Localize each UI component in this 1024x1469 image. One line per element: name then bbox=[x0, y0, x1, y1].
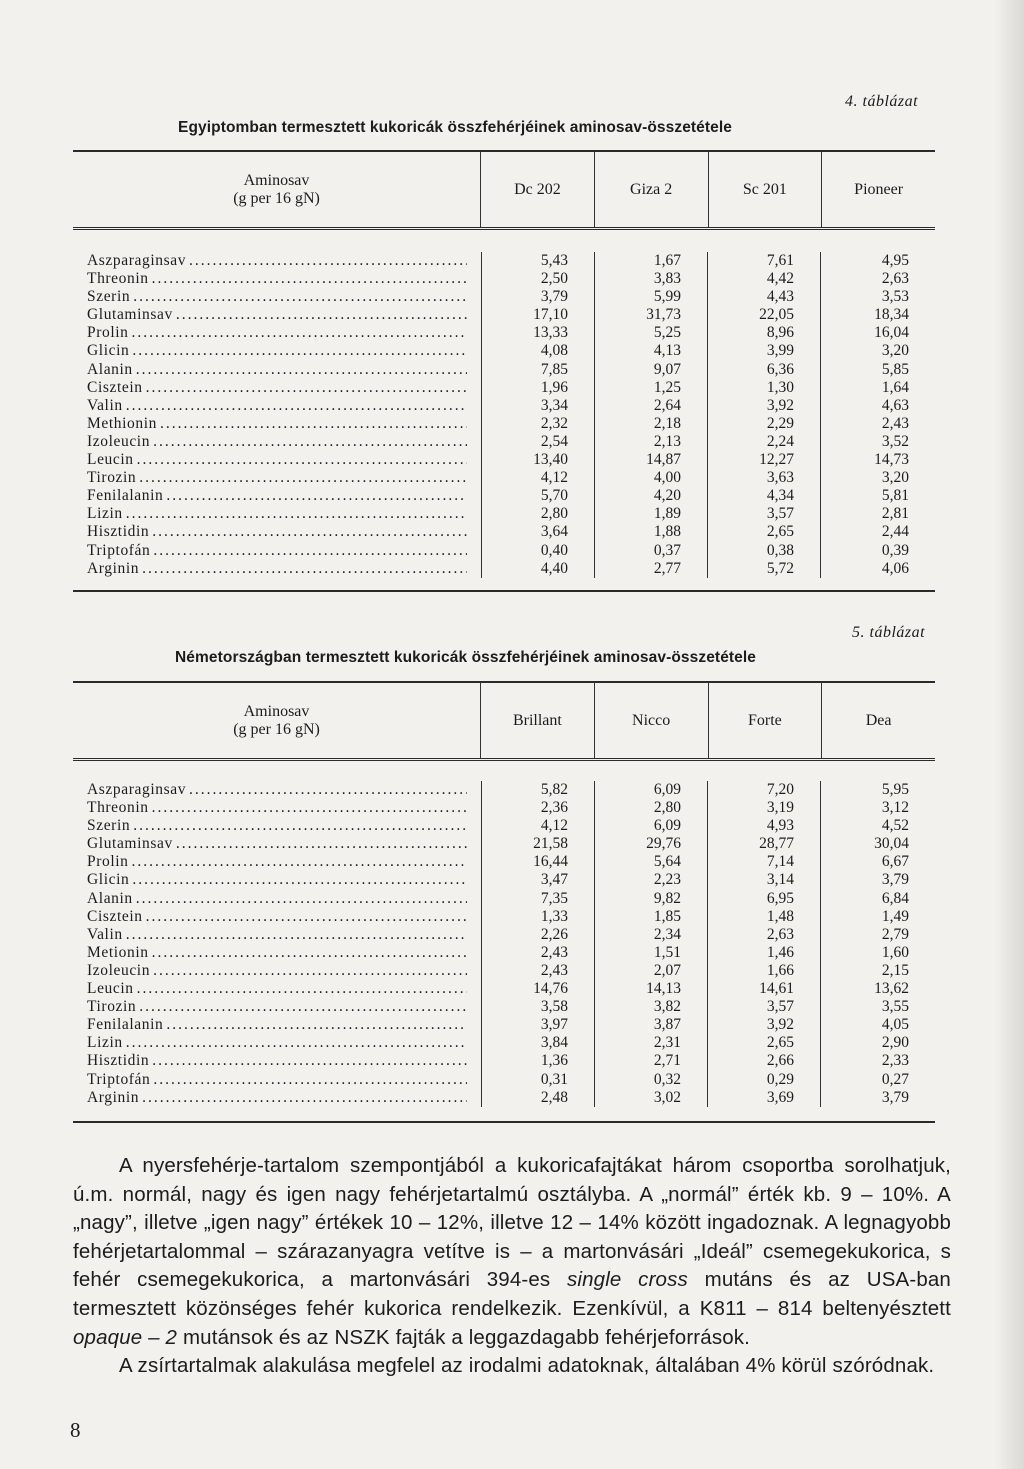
value-cell: 5,99 bbox=[653, 288, 681, 306]
leader-dots bbox=[176, 306, 467, 324]
value-cell: 2,29 bbox=[766, 414, 794, 432]
amino-acid-label: Szerin bbox=[87, 288, 131, 306]
table5-caption: Németországban termesztett kukoricák összfehérjéinek aminosav-összetétele bbox=[175, 649, 757, 666]
leader-dots bbox=[152, 1052, 467, 1070]
value-cell: 2,07 bbox=[653, 961, 681, 979]
value-cell: 0,31 bbox=[540, 1070, 568, 1088]
amino-acid-label: Aszparaginsav bbox=[87, 781, 187, 798]
amino-acid-name bbox=[87, 433, 481, 451]
value-cell: 16,04 bbox=[874, 324, 909, 342]
amino-acid-label: Arginin bbox=[87, 1088, 140, 1106]
value-cell: 3,55 bbox=[881, 998, 909, 1016]
amino-acid-label: Szerin bbox=[87, 817, 131, 835]
leader-dots bbox=[166, 1016, 467, 1034]
value-cell: 0,39 bbox=[881, 541, 909, 559]
table5-col4 bbox=[820, 781, 933, 1107]
value-cell: 22,05 bbox=[759, 306, 794, 324]
table5-col2 bbox=[594, 781, 707, 1107]
value-cell: 1,33 bbox=[540, 907, 568, 925]
value-cell: 1,85 bbox=[653, 907, 681, 925]
value-cell: 2,81 bbox=[881, 505, 909, 523]
paragraph-1-part-c: mutánsok és az NSZK fajták a leggazdagabb fehérjeforrások. bbox=[177, 1325, 751, 1349]
value-cell: 5,43 bbox=[540, 252, 568, 269]
table5-header-col4: Dea bbox=[821, 683, 935, 758]
amino-acid-label: Glutaminsav bbox=[87, 835, 173, 853]
amino-acid-label: Metionin bbox=[87, 943, 149, 961]
value-cell: 7,35 bbox=[540, 889, 568, 907]
amino-acid-label: Cisztein bbox=[87, 378, 143, 396]
amino-acid-name bbox=[87, 451, 481, 469]
amino-acid-label: Cisztein bbox=[87, 907, 143, 925]
amino-acid-name bbox=[87, 361, 481, 379]
table4-header-col4: Pioneer bbox=[821, 152, 935, 227]
table4 bbox=[73, 150, 935, 592]
leader-dots bbox=[139, 998, 467, 1016]
leader-dots bbox=[132, 871, 467, 889]
paragraph-2: A zsírtartalmak alakulása megfelel az irodalmi adatoknak, általában 4% körül szóródnak. bbox=[119, 1354, 935, 1378]
amino-acid-label: Alanin bbox=[87, 360, 133, 378]
value-cell: 17,10 bbox=[533, 306, 568, 324]
value-cell: 21,58 bbox=[533, 835, 568, 853]
amino-acid-name bbox=[87, 397, 481, 415]
value-cell: 2,48 bbox=[540, 1088, 568, 1106]
page-number: 8 bbox=[70, 1418, 81, 1442]
value-cell: 28,77 bbox=[759, 835, 794, 853]
value-cell: 5,64 bbox=[653, 853, 681, 871]
amino-acid-name bbox=[87, 998, 481, 1016]
leader-dots bbox=[153, 1071, 467, 1089]
amino-acid-name bbox=[87, 487, 481, 505]
table5-header-col1: Brillant bbox=[480, 683, 594, 758]
value-cell: 7,20 bbox=[766, 781, 794, 798]
table5-names-column bbox=[73, 781, 481, 1107]
value-cell: 3,87 bbox=[653, 1016, 681, 1034]
amino-acid-name bbox=[87, 523, 481, 541]
amino-acid-label: Alanin bbox=[87, 889, 133, 907]
value-cell: 1,60 bbox=[881, 943, 909, 961]
value-cell: 4,40 bbox=[540, 559, 568, 577]
paragraph-1 bbox=[73, 1152, 951, 1352]
value-cell: 4,52 bbox=[881, 817, 909, 835]
leader-dots bbox=[146, 379, 467, 397]
value-cell: 4,06 bbox=[881, 559, 909, 577]
table4-caption: Egyiptomban termesztett kukoricák összfehérjéinek aminosav-összetétele bbox=[178, 119, 733, 136]
value-cell: 6,84 bbox=[881, 889, 909, 907]
leader-dots bbox=[136, 361, 467, 379]
amino-acid-label: Arginin bbox=[87, 559, 140, 577]
value-cell: 2,43 bbox=[881, 414, 909, 432]
amino-acid-label: Hisztidin bbox=[87, 1052, 150, 1070]
value-cell: 6,95 bbox=[766, 889, 794, 907]
value-cell: 3,57 bbox=[766, 505, 794, 523]
amino-acid-label: Prolin bbox=[87, 853, 129, 871]
leader-dots bbox=[146, 908, 467, 926]
amino-acid-name bbox=[87, 926, 481, 944]
value-cell: 3,53 bbox=[881, 288, 909, 306]
leader-dots bbox=[142, 1089, 467, 1107]
amino-acid-label: Izoleucin bbox=[87, 432, 151, 450]
table4-names-column bbox=[73, 252, 481, 578]
value-cell: 2,64 bbox=[653, 396, 681, 414]
value-cell: 3,20 bbox=[881, 469, 909, 487]
value-cell: 5,70 bbox=[540, 487, 568, 505]
amino-acid-name bbox=[87, 890, 481, 908]
leader-dots bbox=[133, 288, 467, 306]
amino-acid-label: Glutaminsav bbox=[87, 306, 173, 324]
leader-dots bbox=[152, 270, 467, 288]
header-line2: (g per 16 gN) bbox=[233, 189, 320, 207]
amino-acid-name bbox=[87, 505, 481, 523]
header-line1: Aminosav bbox=[243, 702, 310, 720]
table4-header bbox=[73, 152, 935, 230]
value-cell: 1,46 bbox=[766, 943, 794, 961]
leader-dots bbox=[137, 451, 467, 469]
amino-acid-name bbox=[87, 1016, 481, 1034]
value-cell: 2,31 bbox=[653, 1034, 681, 1052]
value-cell: 4,20 bbox=[653, 487, 681, 505]
body-text bbox=[73, 1152, 951, 1381]
value-cell: 6,09 bbox=[653, 781, 681, 798]
value-cell: 1,30 bbox=[766, 378, 794, 396]
value-cell: 4,13 bbox=[653, 342, 681, 360]
value-cell: 1,36 bbox=[540, 1052, 568, 1070]
table5-header bbox=[73, 683, 935, 761]
value-cell: 2,50 bbox=[540, 270, 568, 288]
leader-dots bbox=[152, 523, 467, 541]
amino-acid-label: Glicin bbox=[87, 871, 130, 889]
value-cell: 3,02 bbox=[653, 1088, 681, 1106]
value-cell: 3,83 bbox=[653, 270, 681, 288]
leader-dots bbox=[189, 781, 467, 799]
value-cell: 3,57 bbox=[766, 998, 794, 1016]
value-cell: 13,40 bbox=[533, 451, 568, 469]
value-cell: 3,58 bbox=[540, 998, 568, 1016]
amino-acid-name bbox=[87, 799, 481, 817]
amino-acid-name bbox=[87, 1071, 481, 1089]
amino-acid-label: Prolin bbox=[87, 324, 129, 342]
amino-acid-name bbox=[87, 908, 481, 926]
value-cell: 7,85 bbox=[540, 360, 568, 378]
amino-acid-label: Tirozin bbox=[87, 469, 137, 487]
amino-acid-label: Triptofán bbox=[87, 541, 151, 559]
amino-acid-name bbox=[87, 379, 481, 397]
value-cell: 1,89 bbox=[653, 505, 681, 523]
value-cell: 3,79 bbox=[881, 871, 909, 889]
value-cell: 3,12 bbox=[881, 799, 909, 817]
table4-label: 4. táblázat bbox=[845, 93, 919, 110]
value-cell: 14,13 bbox=[646, 980, 681, 998]
header-line2: (g per 16 gN) bbox=[233, 720, 320, 738]
value-cell: 2,24 bbox=[766, 432, 794, 450]
table4-header-aminosav bbox=[73, 152, 480, 227]
value-cell: 1,49 bbox=[881, 907, 909, 925]
value-cell: 2,71 bbox=[653, 1052, 681, 1070]
leader-dots bbox=[176, 835, 467, 853]
value-cell: 4,93 bbox=[766, 817, 794, 835]
value-cell: 2,79 bbox=[881, 925, 909, 943]
value-cell: 4,12 bbox=[540, 469, 568, 487]
value-cell: 3,92 bbox=[766, 1016, 794, 1034]
value-cell: 2,33 bbox=[881, 1052, 909, 1070]
amino-acid-name bbox=[87, 1089, 481, 1107]
table4-body bbox=[73, 230, 935, 590]
leader-dots bbox=[189, 252, 467, 270]
value-cell: 1,64 bbox=[881, 378, 909, 396]
amino-acid-label: Threonin bbox=[87, 270, 149, 288]
value-cell: 2,13 bbox=[653, 432, 681, 450]
value-cell: 2,43 bbox=[540, 943, 568, 961]
value-cell: 5,82 bbox=[540, 781, 568, 798]
value-cell: 5,25 bbox=[653, 324, 681, 342]
leader-dots bbox=[126, 397, 467, 415]
value-cell: 9,07 bbox=[653, 360, 681, 378]
value-cell: 4,95 bbox=[881, 252, 909, 269]
leader-dots bbox=[160, 415, 467, 433]
value-cell: 18,34 bbox=[874, 306, 909, 324]
amino-acid-label: Fenilalanin bbox=[87, 487, 164, 505]
value-cell: 1,51 bbox=[653, 943, 681, 961]
amino-acid-name bbox=[87, 1052, 481, 1070]
value-cell: 3,79 bbox=[540, 288, 568, 306]
value-cell: 3,47 bbox=[540, 871, 568, 889]
amino-acid-label: Izoleucin bbox=[87, 961, 151, 979]
table4-col3 bbox=[707, 252, 820, 578]
leader-dots bbox=[126, 1034, 467, 1052]
value-cell: 2,15 bbox=[881, 961, 909, 979]
amino-acid-name bbox=[87, 270, 481, 288]
value-cell: 2,66 bbox=[766, 1052, 794, 1070]
paragraph-1-italic-single-cross: single cross bbox=[567, 1268, 688, 1292]
value-cell: 2,77 bbox=[653, 559, 681, 577]
value-cell: 1,25 bbox=[653, 378, 681, 396]
value-cell: 2,32 bbox=[540, 414, 568, 432]
value-cell: 4,34 bbox=[766, 487, 794, 505]
value-cell: 0,40 bbox=[540, 541, 568, 559]
amino-acid-name bbox=[87, 871, 481, 889]
header-line1: Aminosav bbox=[243, 171, 310, 189]
amino-acid-name bbox=[87, 306, 481, 324]
value-cell: 16,44 bbox=[533, 853, 568, 871]
leader-dots bbox=[153, 433, 467, 451]
value-cell: 2,23 bbox=[653, 871, 681, 889]
amino-acid-label: Aszparaginsav bbox=[87, 252, 187, 269]
value-cell: 3,34 bbox=[540, 396, 568, 414]
table5 bbox=[73, 681, 935, 1123]
leader-dots bbox=[136, 890, 467, 908]
value-cell: 6,36 bbox=[766, 360, 794, 378]
amino-acid-label: Lizin bbox=[87, 505, 123, 523]
table4-col2 bbox=[594, 252, 707, 578]
value-cell: 3,82 bbox=[653, 998, 681, 1016]
value-cell: 13,62 bbox=[874, 980, 909, 998]
value-cell: 5,85 bbox=[881, 360, 909, 378]
value-cell: 2,54 bbox=[540, 432, 568, 450]
table5-header-aminosav bbox=[73, 683, 480, 758]
amino-acid-label: Valin bbox=[87, 396, 123, 414]
page-edge-shadow bbox=[994, 0, 1024, 1469]
value-cell: 3,92 bbox=[766, 396, 794, 414]
value-cell: 3,52 bbox=[881, 432, 909, 450]
value-cell: 0,27 bbox=[881, 1070, 909, 1088]
table4-col1 bbox=[481, 252, 594, 578]
amino-acid-label: Fenilalanin bbox=[87, 1016, 164, 1034]
amino-acid-name bbox=[87, 469, 481, 487]
amino-acid-name bbox=[87, 980, 481, 998]
value-cell: 3,84 bbox=[540, 1034, 568, 1052]
amino-acid-label: Triptofán bbox=[87, 1070, 151, 1088]
leader-dots bbox=[132, 324, 468, 342]
table4-header-col3: Sc 201 bbox=[708, 152, 822, 227]
value-cell: 2,18 bbox=[653, 414, 681, 432]
value-cell: 3,19 bbox=[766, 799, 794, 817]
value-cell: 4,08 bbox=[540, 342, 568, 360]
amino-acid-name bbox=[87, 853, 481, 871]
value-cell: 1,67 bbox=[653, 252, 681, 269]
table5-header-col3: Forte bbox=[708, 683, 822, 758]
value-cell: 3,97 bbox=[540, 1016, 568, 1034]
leader-dots bbox=[153, 542, 467, 560]
amino-acid-label: Tirozin bbox=[87, 998, 137, 1016]
value-cell: 2,44 bbox=[881, 523, 909, 541]
value-cell: 0,38 bbox=[766, 541, 794, 559]
amino-acid-label: Valin bbox=[87, 925, 123, 943]
value-cell: 7,61 bbox=[766, 252, 794, 269]
value-cell: 4,43 bbox=[766, 288, 794, 306]
value-cell: 2,80 bbox=[653, 799, 681, 817]
amino-acid-name bbox=[87, 288, 481, 306]
value-cell: 13,33 bbox=[533, 324, 568, 342]
amino-acid-name bbox=[87, 962, 481, 980]
value-cell: 5,81 bbox=[881, 487, 909, 505]
leader-dots bbox=[132, 342, 467, 360]
value-cell: 14,76 bbox=[533, 980, 568, 998]
value-cell: 1,66 bbox=[766, 961, 794, 979]
value-cell: 6,67 bbox=[881, 853, 909, 871]
value-cell: 2,36 bbox=[540, 799, 568, 817]
amino-acid-name bbox=[87, 542, 481, 560]
leader-dots bbox=[137, 980, 467, 998]
leader-dots bbox=[133, 817, 467, 835]
value-cell: 4,12 bbox=[540, 817, 568, 835]
table5-col1 bbox=[481, 781, 594, 1107]
value-cell: 5,95 bbox=[881, 781, 909, 798]
value-cell: 7,14 bbox=[766, 853, 794, 871]
table5-body bbox=[73, 761, 935, 1121]
amino-acid-name bbox=[87, 415, 481, 433]
value-cell: 2,63 bbox=[766, 925, 794, 943]
value-cell: 2,65 bbox=[766, 1034, 794, 1052]
value-cell: 4,63 bbox=[881, 396, 909, 414]
value-cell: 5,72 bbox=[766, 559, 794, 577]
value-cell: 31,73 bbox=[646, 306, 681, 324]
value-cell: 6,09 bbox=[653, 817, 681, 835]
value-cell: 14,61 bbox=[759, 980, 794, 998]
paragraph-1-part-a: A nyersfehérje-tartalom szempontjából a kukoricafajtákat három csoportba sorolhatjuk, ú.m. normál, nagy és igen nagy fehérjetartalmú osztályba. A „normál” érték kb. 9 – 10%. A „nagy”, illetve „igen nagy” értékek 10 – 12%, illetve 12 – 14% között ingadoznak. A legnagyobb fehérjetartalommal – szárazanyagra vetítve is – a martonvásári „Ideál” csemegekukorica, s fehér csemegekukorica, a martonvásári 394-es bbox=[73, 1154, 951, 1292]
amino-acid-label: Lizin bbox=[87, 1034, 123, 1052]
amino-acid-name bbox=[87, 817, 481, 835]
amino-acid-name bbox=[87, 560, 481, 578]
value-cell: 30,04 bbox=[874, 835, 909, 853]
value-cell: 3,69 bbox=[766, 1088, 794, 1106]
value-cell: 14,87 bbox=[646, 451, 681, 469]
value-cell: 3,20 bbox=[881, 342, 909, 360]
value-cell: 2,26 bbox=[540, 925, 568, 943]
leader-dots bbox=[166, 487, 467, 505]
value-cell: 4,42 bbox=[766, 270, 794, 288]
value-cell: 2,63 bbox=[881, 270, 909, 288]
paragraph-1-italic-opaque: opaque – 2 bbox=[73, 1325, 178, 1349]
value-cell: 12,27 bbox=[759, 451, 794, 469]
amino-acid-label: Leucin bbox=[87, 980, 134, 998]
value-cell: 0,32 bbox=[653, 1070, 681, 1088]
value-cell: 4,05 bbox=[881, 1016, 909, 1034]
leader-dots bbox=[152, 944, 467, 962]
value-cell: 2,80 bbox=[540, 505, 568, 523]
value-cell: 2,65 bbox=[766, 523, 794, 541]
table5-col3 bbox=[707, 781, 820, 1107]
amino-acid-name bbox=[87, 324, 481, 342]
amino-acid-label: Threonin bbox=[87, 799, 149, 817]
value-cell: 3,99 bbox=[766, 342, 794, 360]
amino-acid-label: Leucin bbox=[87, 451, 134, 469]
value-cell: 14,73 bbox=[874, 451, 909, 469]
leader-dots bbox=[126, 926, 467, 944]
amino-acid-label: Methionin bbox=[87, 414, 157, 432]
value-cell: 3,63 bbox=[766, 469, 794, 487]
value-cell: 2,90 bbox=[881, 1034, 909, 1052]
table4-header-col2: Giza 2 bbox=[594, 152, 708, 227]
value-cell: 9,82 bbox=[653, 889, 681, 907]
leader-dots bbox=[152, 799, 467, 817]
value-cell: 2,43 bbox=[540, 961, 568, 979]
table4-header-col1: Dc 202 bbox=[480, 152, 594, 227]
value-cell: 0,37 bbox=[653, 541, 681, 559]
leader-dots bbox=[142, 560, 467, 578]
amino-acid-name bbox=[87, 1034, 481, 1052]
value-cell: 2,34 bbox=[653, 925, 681, 943]
value-cell: 0,29 bbox=[766, 1070, 794, 1088]
table5-header-col2: Nicco bbox=[594, 683, 708, 758]
amino-acid-label: Hisztidin bbox=[87, 523, 150, 541]
leader-dots bbox=[132, 853, 468, 871]
table4-col4 bbox=[820, 252, 933, 578]
amino-acid-name bbox=[87, 781, 481, 799]
amino-acid-name bbox=[87, 835, 481, 853]
value-cell: 4,00 bbox=[653, 469, 681, 487]
value-cell: 8,96 bbox=[766, 324, 794, 342]
amino-acid-name bbox=[87, 342, 481, 360]
table5-label: 5. táblázat bbox=[852, 624, 926, 641]
value-cell: 3,64 bbox=[540, 523, 568, 541]
leader-dots bbox=[153, 962, 467, 980]
paragraph-1-part-b: mutáns és az USA-ban termesztett közönséges fehér kukorica rendelkezik. Ezenkívül, a K811 – 814 beltenyésztett bbox=[73, 1268, 951, 1320]
value-cell: 1,48 bbox=[766, 907, 794, 925]
amino-acid-label: Glicin bbox=[87, 342, 130, 360]
value-cell: 1,88 bbox=[653, 523, 681, 541]
value-cell: 29,76 bbox=[646, 835, 681, 853]
leader-dots bbox=[139, 469, 467, 487]
value-cell: 1,96 bbox=[540, 378, 568, 396]
amino-acid-name bbox=[87, 944, 481, 962]
value-cell: 3,14 bbox=[766, 871, 794, 889]
value-cell: 3,79 bbox=[881, 1088, 909, 1106]
leader-dots bbox=[126, 505, 467, 523]
amino-acid-name bbox=[87, 252, 481, 270]
